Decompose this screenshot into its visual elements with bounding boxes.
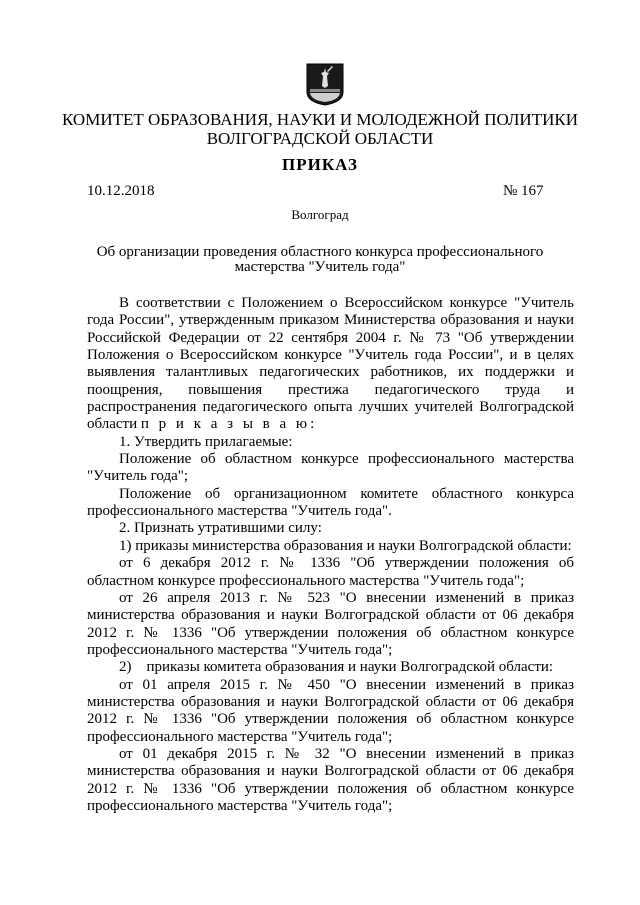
item-2-2-b: от 01 декабря 2015 г. № 32 "О внесении изменений в приказ министерства образования и науки Волгоградской области от 06 декабря 2012 г. № 1336 "Об утверждении положения об областном конкурсе профессионального мастерства "Учитель года"; (87, 745, 574, 814)
item-2-1-b: от 26 апреля 2013 г. № 523 "О внесении изменений в приказ министерства образования и науки Волгоградской области от 06 декабря 2012 г. № 1336 "Об утверждении положения об областном конкурсе профессионального мастерства "Учитель года"; (87, 589, 574, 658)
document-type: ПРИКАЗ (282, 155, 358, 174)
order-subject (0, 245, 640, 275)
preamble-text: В соответствии с Положением о Всероссийском конкурсе "Учитель года России", утвержденным приказом Министерства образования и науки Российской Федерации от 22 сентября 2004 г. № 73 "Об утверждении Положения о Всероссийском конкурсе "Учитель года России", и в целях выявления талантливых педагогических работников, их поддержки и поощрения, повышения престижа педагогического труда и распространения педагогического опыта лучших учителей Волгоградской области (87, 295, 574, 433)
coat-of-arms-icon (305, 62, 345, 106)
preamble-paragraph (87, 295, 574, 434)
item-2-1: 1) приказы министерства образования и науки Волгоградской области: (119, 537, 572, 554)
item-2-2-a: от 01 апреля 2015 г. № 450 "О внесении изменений в приказ министерства образования и науки Волгоградской области от 06 декабря 2012 г. № 1336 "Об утверждении положения об областном конкурсе профессионального мастерства "Учитель года"; (87, 676, 574, 745)
item-2: 2. Признать утратившими силу: (119, 520, 322, 537)
orders-word: п р и к а з ы в а ю: (140, 416, 318, 433)
subject-line-2: мастерства "Учитель года" (234, 259, 406, 275)
item-1: 1. Утвердить прилагаемые: (119, 433, 293, 450)
item-1-a: Положение об областном конкурсе профессионального мастерства "Учитель года"; (87, 451, 574, 485)
item-1-b: Положение об организационном комитете областного конкурса профессионального мастерства "Учитель года". (87, 485, 574, 520)
order-date: 10.12.2018 (87, 183, 155, 199)
committee-line-1: КОМИТЕТ ОБРАЗОВАНИЯ, НАУКИ И МОЛОДЕЖНОЙ ПОЛИТИКИ (62, 110, 578, 129)
committee-line-2: ВОЛГОГРАДСКОЙ ОБЛАСТИ (206, 129, 434, 148)
item-2-2: 2) приказы комитета образования и науки Волгоградской области: (119, 659, 554, 676)
item-2-1-a: от 6 декабря 2012 г. № 1336 "Об утверждении положения об областном конкурсе профессионального мастерства "Учитель года"; (87, 555, 574, 589)
committee-name (0, 110, 640, 148)
subject-line-1: Об организации проведения областного конкурса профессионального (96, 244, 544, 260)
order-number: № 167 (503, 183, 544, 199)
order-body (87, 295, 574, 815)
city: Волгоград (291, 207, 349, 222)
